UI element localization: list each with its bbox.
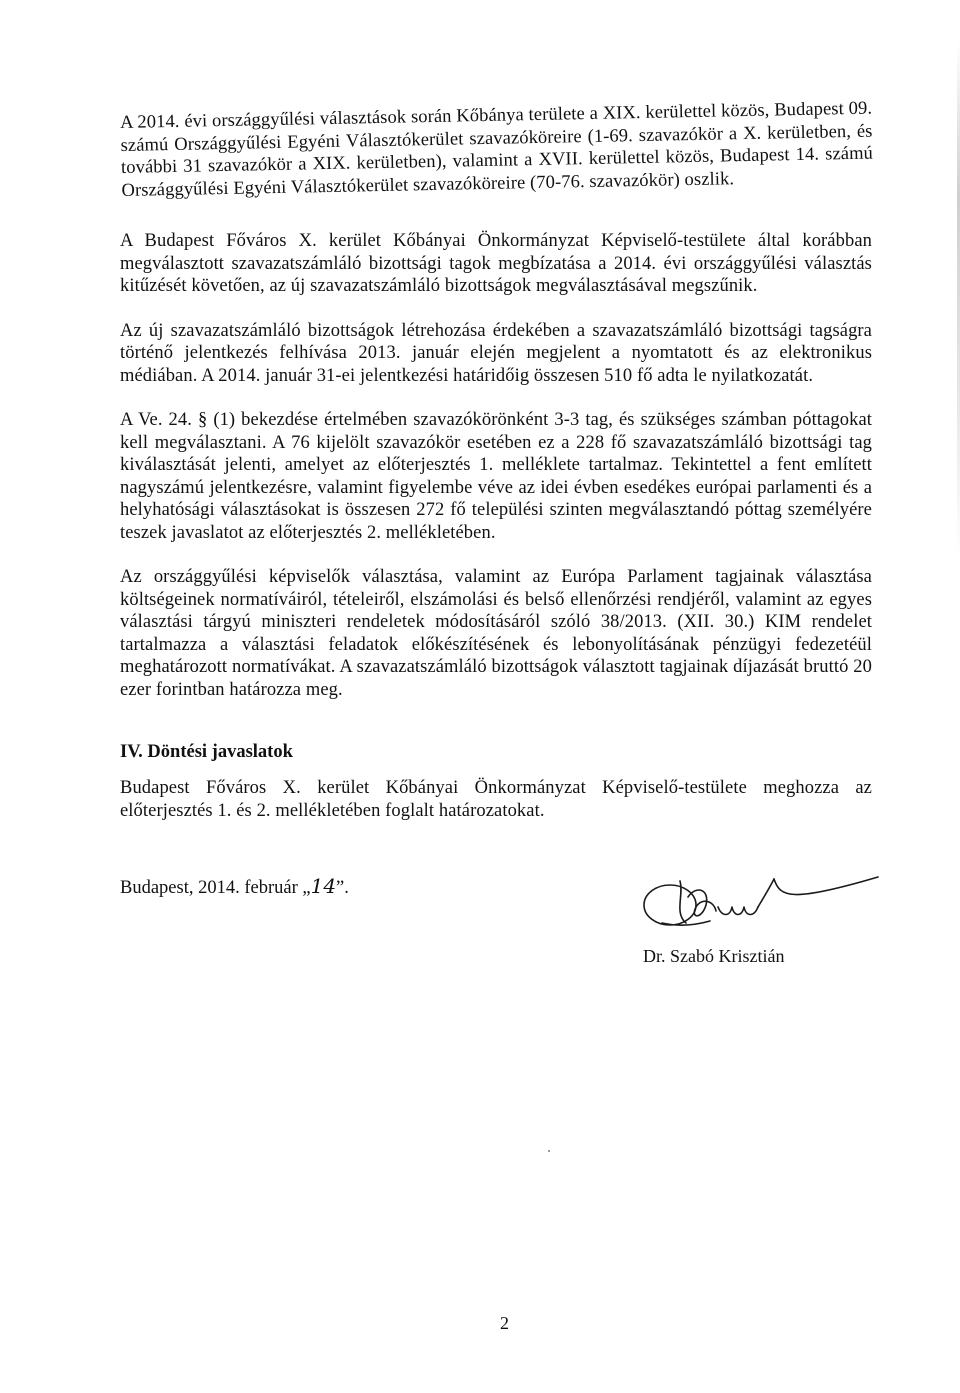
paragraph-previous-committee: A Budapest Főváros X. kerület Kőbányai Önkormányzat Képviselő-testülete által korábban megválasztott szavazatszámláló bizottsági tagok megbízatása a 2014. évi országgyűlési választás kitűzését követően, az új szavazatszámláló bizottságok megválasztásával megszűnik. (120, 231, 872, 296)
page-number: 2 (500, 1313, 509, 1333)
paragraph-new-committees: Az új szavazatszámláló bizottságok létrehozása érdekében a szavazatszámláló bizottsági tagságra történő jelentkezés felhívása 2013. január elején megjelent a nyomtatott és az elektronikus médiában. A 2014. január 31-ei jelentkezési határidőig összesen 510 fő adta le nyilatkozatát. (120, 320, 872, 386)
paragraph-electoral-districts: A 2014. évi országgyűlési választások során Kőbánya területe a XIX. kerülettel közös, Budapest 09. számú Országgyűlési Egyéni Választókerület szavazóköreire (1-69. szavazókör a X. kerületben, és további 31 szavazókör a XIX. kerületben), valamint a XVII. kerülettel közös, Budapest 14. számú Országgyűlési Egyéni Választókerület szavazóköreire (70-76. szavazókör) oszlik. (120, 98, 874, 201)
signer-name: Dr. Szabó Krisztián (643, 946, 785, 966)
scan-speck (548, 1150, 550, 1152)
handwritten-signature (640, 867, 880, 937)
handwritten-day: 14 (310, 874, 337, 898)
section-heading: IV. Döntési javaslatok (120, 742, 293, 762)
paragraph-ve-24: A Ve. 24. § (1) bekezdése értelmében szavazókörönként 3-3 tag, és szükséges számban póttagokat kell megválasztani. A 76 kijelölt szavazókör esetében ez a 228 fő szavazatszámláló bizottsági tag kiválasztását jelenti, amelyet az előterjesztés 1. melléklete tartalmaz. Tekintettel a fent említett nagyszámú jelentkezésre, valamint figyelembe véve az idei évben esedékes európai parlamenti és a helyhatósági választásokat is összesen 272 fő települési szinten megválasztandó póttag személyére teszek javaslatot az előterjesztés 2. mellékletében. (120, 410, 872, 543)
paragraph-costs: Az országgyűlési képviselők választása, valamint az Európa Parlament tagjainak választása költségeinek normatíváiról, tételeiről, elszámolási és belső ellenőrzési rendjéről, valamint az egyes választási tárgyú miniszteri rendeletek módosításáról szóló 38/2013. (XII. 30.) KIM rendelet tartalmazza a választási feladatok előkészítésének és lebonyolításának pénzügyi fedezetéül meghatározott normatívákat. A szavazatszámláló bizottságok választott tagjainak díjazását bruttó 20 ezer forintban határozza meg. (120, 567, 872, 700)
date-prefix: Budapest, 2014. február „ (120, 878, 311, 898)
date-suffix: ”. (336, 878, 349, 898)
signature-block (120, 875, 880, 995)
date-line (120, 875, 349, 899)
document-body (120, 98, 874, 822)
decision-proposal-text: Budapest Főváros X. kerület Kőbányai Önkormányzat Képviselő-testülete meghozza az előterjesztés 1. és 2. mellékletében foglalt határozatokat. (120, 778, 872, 821)
